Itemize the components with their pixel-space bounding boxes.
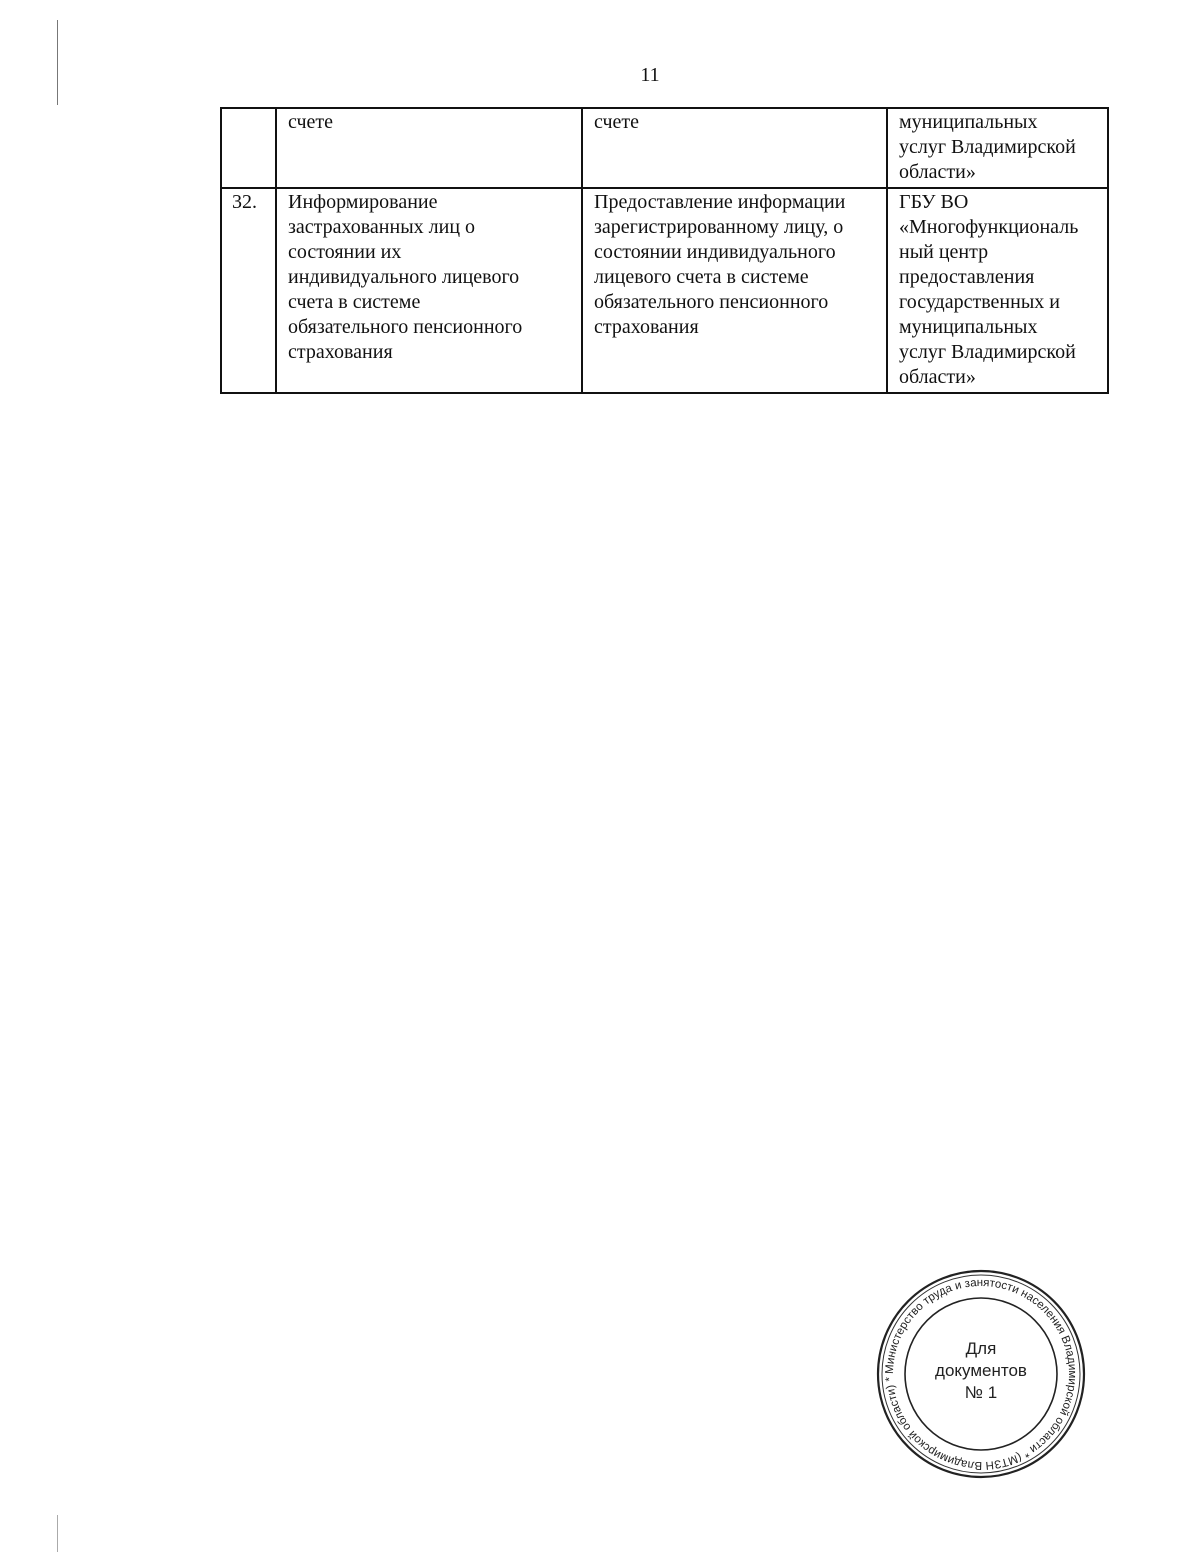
service-provider-cell (887, 188, 1108, 393)
page-number: 11 (640, 64, 660, 86)
service-provider: муниципальных услуг Владимирской области» (899, 111, 1076, 183)
scan-edge-mark (57, 20, 58, 105)
stamp-center-line: документов (935, 1361, 1027, 1380)
service-provider-cell (887, 108, 1108, 188)
service-result: счете (594, 111, 640, 133)
service-name: счете (288, 111, 334, 133)
stamp-center-line: № 1 (964, 1383, 998, 1402)
service-result-cell (582, 188, 887, 393)
stamp-outer-text: Министерство труда и занятости населения Владимирской области * (МТЗН Владимирской области) * (883, 1276, 1079, 1472)
service-result: Предоставление информации зарегистрированному лицу, о состоянии индивидуального лицевого счета в системе обязательного пенсионного страхования (594, 191, 846, 338)
service-name-cell (276, 188, 582, 393)
service-name: Информирование застрахованных лиц о состоянии их индивидуального лицевого счета в системе обязательного пенсионного страхования (288, 191, 523, 363)
service-name-cell (276, 108, 582, 188)
service-result-cell (582, 108, 887, 188)
service-provider: ГБУ ВО «Многофункциональ ный центр предоставления государственных и муниципальных услуг Владимирской области» (899, 191, 1079, 388)
stamp-center-line: Для (965, 1339, 997, 1358)
row-number: 32. (232, 191, 257, 213)
table-row (221, 108, 1108, 188)
official-stamp (875, 1268, 1087, 1480)
scan-edge-mark (57, 1515, 58, 1552)
services-table (220, 107, 1109, 394)
table-row (221, 188, 1108, 393)
row-number-cell (221, 108, 276, 188)
row-number-cell (221, 188, 276, 393)
